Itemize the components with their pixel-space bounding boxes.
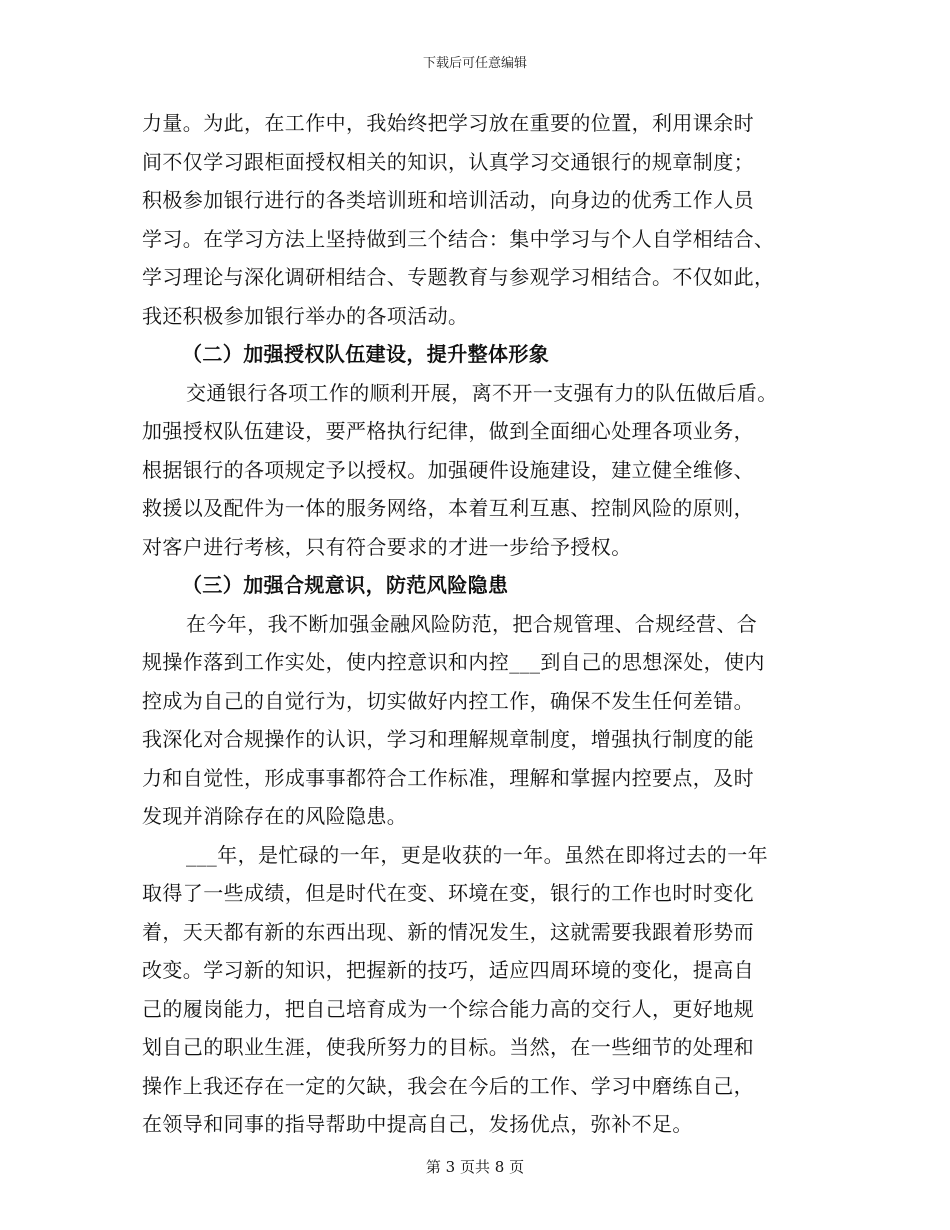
body-line: 力量。为此，在工作中，我始终把学习放在重要的位置，利用课余时 xyxy=(142,111,754,135)
body-line: 间不仅学习跟柜面授权相关的知识，认真学习交通银行的规章制度； xyxy=(142,149,754,174)
body-line: 力和自觉性，形成事事都符合工作标准，理解和掌握内控要点，及时 xyxy=(142,765,754,790)
body-line: 在领导和同事的指导帮助中提高自己，发扬优点，弥补不足。 xyxy=(142,1112,693,1136)
body-line: 救援以及配件为一体的服务网络，本着互利互惠、控制风险的原则， xyxy=(142,496,754,520)
body-line: 学习理论与深化调研相结合、专题教育与参观学习相结合。不仅如此， xyxy=(142,265,775,289)
body-line: ___年，是忙碌的一年，更是收获的一年。虽然在即将过去的一年 xyxy=(186,842,768,867)
body-line: 控成为自己的自觉行为，切实做好内控工作，确保不发生任何差错。 xyxy=(142,688,754,713)
body-line: 发现并消除存在的风险隐患。 xyxy=(142,804,408,828)
section-heading: （二）加强授权队伍建设，提升整体形象 xyxy=(182,342,550,366)
body-line: 加强授权队伍建设，要严格执行纪律，做到全面细心处理各项业务， xyxy=(142,419,754,443)
page-header: 下载后可任意编辑 xyxy=(422,56,527,71)
page-number: 第 3 页共 8 页 xyxy=(425,1158,525,1176)
body-line: 己的履岗能力，把自己培育成为一个综合能力高的交行人，更好地规 xyxy=(142,996,754,1021)
body-line: 我还积极参加银行举办的各项活动。 xyxy=(142,303,469,328)
body-line: 操作上我还存在一定的欠缺，我会在今后的工作、学习中磨练自己， xyxy=(142,1073,754,1098)
body-line: 积极参加银行进行的各类培训班和培训活动，向身边的优秀工作人员 xyxy=(142,188,754,212)
body-line: 划自己的职业生涯，使我所努力的目标。当然，在一些细节的处理和 xyxy=(142,1035,754,1059)
body-line: 规操作落到工作实处，使内控意识和内控___到自己的思想深处，使内 xyxy=(142,650,765,674)
body-line: 改变。学习新的知识，把握新的技巧，适应四周环境的变化，提高自 xyxy=(142,958,754,982)
body-line: 取得了一些成绩，但是时代在变、环境在变，银行的工作也时时变化 xyxy=(142,881,754,905)
body-line: 学习。在学习方法上坚持做到三个结合：集中学习与个人自学相结合、 xyxy=(142,226,775,251)
body-line: 在今年，我不断加强金融风险防范，把合规管理、合规经营、合 xyxy=(186,611,758,636)
body-line: 着，天天都有新的东西出现、新的情况发生，这就需要我跟着形势而 xyxy=(142,919,754,944)
body-line: 交通银行各项工作的顺利开展，离不开一支强有力的队伍做后盾。 xyxy=(186,380,778,405)
body-line: 根据银行的各项规定予以授权。加强硬件设施建设，建立健全维修、 xyxy=(142,457,754,482)
document-body xyxy=(142,104,812,1144)
body-line: 我深化对合规操作的认识，学习和理解规章制度，增强执行制度的能 xyxy=(142,727,754,751)
section-heading: （三）加强合规意识，防范风险隐患 xyxy=(182,573,509,597)
body-line: 对客户进行考核，只有符合要求的才进一步给予授权。 xyxy=(142,534,632,559)
